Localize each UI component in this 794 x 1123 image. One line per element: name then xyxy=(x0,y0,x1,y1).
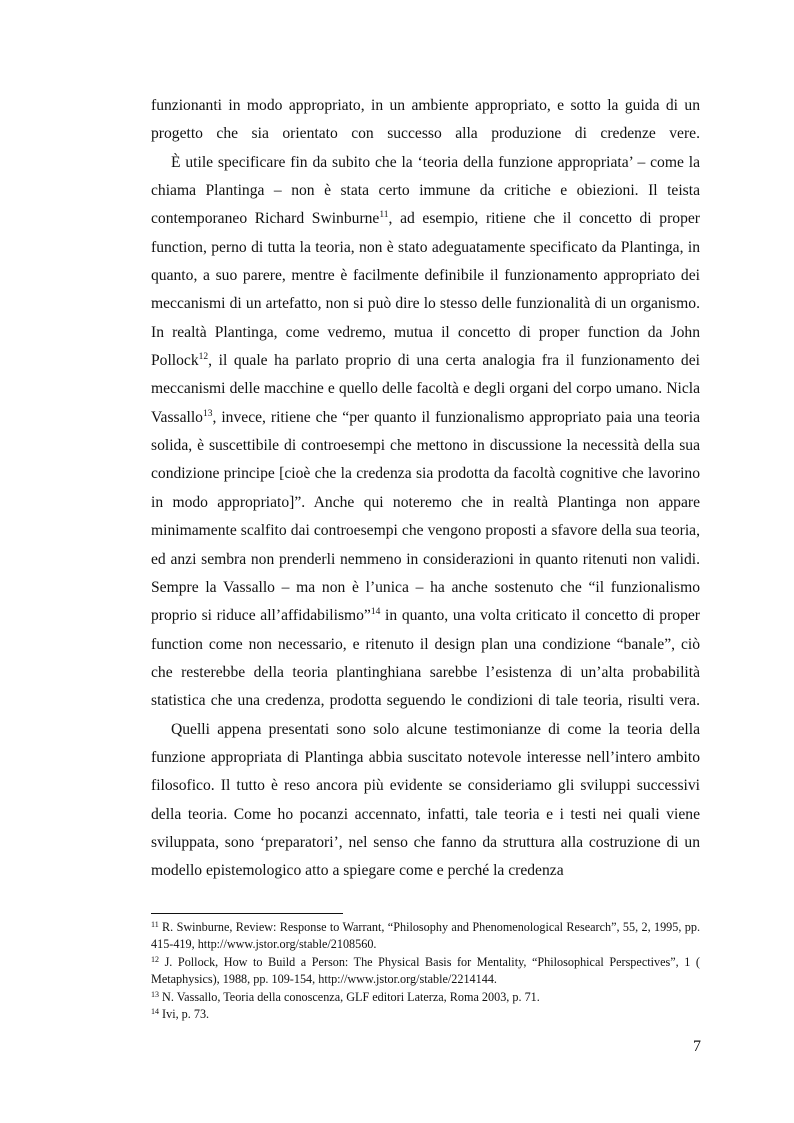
footnote-number: 11 xyxy=(151,920,159,929)
paragraph-2-text-d: , invece, ritiene che “per quanto il funzionalismo appropriato paia una teoria solida, è suscettibile di controesempi che mettono in discussione la necessità della sua condizione principe [cioè che la credenza sia prodotta da facoltà cognitive che lavorino in modo appropriato]”. Anche qui noteremo che in realtà Plantinga non appare minimamente scalfito dai controesempi che vengono proposti a sfavore della sua teoria, ed anzi sembra non prenderli nemmeno in considerazioni in quanto ritenuti non validi. Sempre la Vassallo – ma non è l’unica – ha anche sostenuto che “il funzionalismo proprio si riduce all’affidabilismo” xyxy=(151,408,700,625)
footnote-13 xyxy=(151,989,700,1006)
paragraph-1 xyxy=(151,92,700,149)
footnote-text: N. Vassallo, Teoria della conoscenza, GLF editori Laterza, Roma 2003, p. 71. xyxy=(159,989,540,1004)
footnote-number: 14 xyxy=(151,1007,159,1017)
paragraph-2-text-a: È utile specificare fin da subito che la ‘teoria della funzione appropriata’ – come la chiama Plantinga – non è stata certo immune da critiche e obiezioni. Il teista contemporaneo Richard Swinburne xyxy=(151,153,700,228)
footnote-ref-13[interactable]: 13 xyxy=(202,408,213,419)
paragraph-3-text: Quelli appena presentati sono solo alcune testimonianze di come la teoria della funzione appropriata di Plantinga abbia suscitato notevole interesse nell’intero ambito filosofico. Il tutto è reso ancora più evidente se consideriamo gli sviluppi successivi della teoria. Come ho pocanzi accennato, infatti, tale teoria e i testi nei quali viene sviluppata, sono ‘preparatori’, nel senso che fanno da struttura alla costruzione di un modello epistemologico atto a spiegare come e perché la credenza xyxy=(151,720,700,880)
paragraph-2 xyxy=(151,149,700,716)
page-number: 7 xyxy=(693,1038,701,1055)
paragraph-2-text-c: , il quale ha parlato proprio di una certa analogia fra il funzionamento dei meccanismi delle macchine e quello delle facoltà e degli organi del corpo umano. Nicla Vassallo xyxy=(151,352,700,426)
footnote-separator xyxy=(151,913,343,914)
paragraph-2-text-e: in quanto, una volta criticato il concetto di proper function come non necessario, e ritenuto il design plan una condizione “banale”, ciò che resterebbe della teoria plantinghiana sarebbe l’esistenza di un’alta probabilità statistica che una credenza, prodotta seguendo le condizioni di tale teoria, risulti vera. xyxy=(151,607,700,710)
footnote-number: 12 xyxy=(151,954,159,964)
footnote-12 xyxy=(151,954,700,989)
paragraph-1-text: funzionanti in modo appropriato, in un ambiente appropriato, e sotto la guida di un progetto che sia orientato con successo alla produzione di credenze vere. xyxy=(151,97,700,143)
footnote-number: 13 xyxy=(151,989,159,999)
footnote-text: Ivi, p. 73. xyxy=(159,1007,210,1022)
footnote-text: J. Pollock, How to Build a Person: The Physical Basis for Mentality, “Philosophical Perspectives”, 1 ( Metaphysics), 1988, pp. 109-154, http://www.jstor.org/stable/2214144. xyxy=(151,954,700,987)
footnote-ref-11[interactable]: 11 xyxy=(379,210,389,221)
paragraph-3 xyxy=(151,716,700,886)
footnotes xyxy=(151,919,700,1023)
footnote-ref-14[interactable]: 14 xyxy=(370,607,381,618)
paragraph-2-text-b: , ad esempio, ritiene che il concetto di proper function, perno di tutta la teoria, non è stato adeguatamente specificato da Plantinga, in quanto, a suo parere, mentre è facilmente definibile il funzionamento appropriato dei meccanismi di un artefatto, non si può dire lo stesso delle funzionalità di un organismo. In realtà Plantinga, come vedremo, mutua il concetto di proper function da John Pollock xyxy=(151,210,700,370)
footnote-text: R. Swinburne, Review: Response to Warrant, “Philosophy and Phenomenological Research”, 55, 2, 1995, pp. 415-419, http://www.jstor.org/stable/2108560. xyxy=(151,920,700,952)
footnote-11 xyxy=(151,919,700,954)
footnote-14 xyxy=(151,1006,700,1023)
main-text xyxy=(151,92,700,886)
footnote-ref-12[interactable]: 12 xyxy=(198,352,209,363)
